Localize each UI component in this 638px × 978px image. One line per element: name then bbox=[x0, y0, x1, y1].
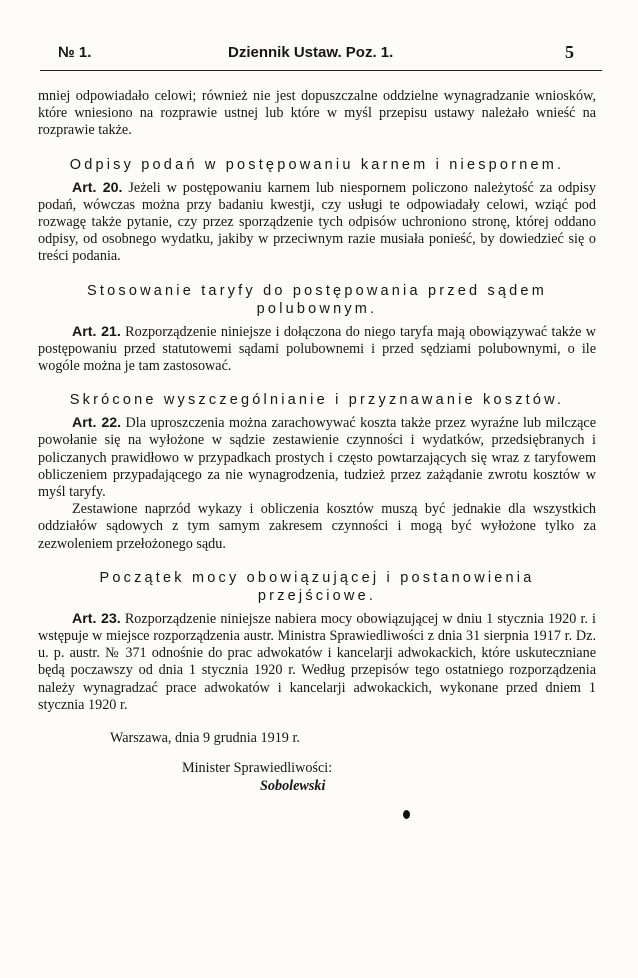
article-number: Art. 20. bbox=[72, 179, 123, 196]
place-and-date: Warszawa, dnia 9 grudnia 1919 r. bbox=[110, 730, 300, 747]
section-heading: Skrócone wyszczególnianie i przyznawanie kosztów. bbox=[69, 392, 565, 409]
article-paragraph bbox=[38, 180, 596, 266]
header-rule bbox=[40, 70, 602, 71]
article-number: Art. 21. bbox=[72, 323, 121, 340]
ink-blot bbox=[403, 810, 410, 819]
page-header bbox=[0, 36, 638, 66]
article-number: Art. 23. bbox=[72, 610, 121, 627]
article-paragraph bbox=[38, 415, 596, 501]
document-body bbox=[38, 88, 596, 795]
article-paragraph bbox=[38, 611, 596, 714]
article-text: Rozporządzenie niniejsze i dołączona do niego taryfa mają obowiązywać także w postępowaniu przed statutowemi sądami polubownemi i przed sędziami polubownymi, o ile wogóle można je tam zastosować. bbox=[38, 323, 596, 375]
article-paragraph-continued: Zestawione naprzód wykazy i obliczenia kosztów muszą być jednakie dla wszystkich oddziałów sądowych z tym samym zakresem czynności i mogą być wyłożone tylko za zezwoleniem przełożonego sądu. bbox=[38, 501, 596, 552]
article-text: Jeżeli w postępowaniu karnem lub niespornem policzono należytość za odpisy podań, wówczas można przy badaniu kwestji, czy usługi te odpowiadały celowi, wziąć pod rozwagę także pytanie, czy przez sporządzenie tych odpisów uchroniono stronę, której oddano odpisy, od osobnego wydatku, jakiby w przeciwnym razie musiała ponieść, by dowiedzieć się o treści podania. bbox=[38, 179, 596, 265]
page-number: 5 bbox=[565, 42, 574, 62]
signatory-name: Sobolewski bbox=[260, 778, 326, 795]
section-heading: Początek mocy obowiązującej i postanowienia przejściowe. bbox=[99, 569, 535, 604]
intro-paragraph: mniej odpowiadało celowi; również nie jest dopuszczalne oddzielne wynagradzanie wniosków, które wniesiono na rozprawie ustnej lub które w myśl przepisu ustawy należało wnieść na rozprawie także. bbox=[38, 88, 596, 139]
signatory-office: Minister Sprawiedliwości: bbox=[182, 760, 333, 777]
article-text: Dla uproszczenia można zarachowywać koszta także przez wyraźne lub milczące powołanie się na wyłożone w sądzie zestawienie czynności i wydatków, przedsiębranych i policzanych prawidłowo w przypadkach prostych i często powtarzających się wraz z taryfowem obliczeniem przypadającego za nie wynagrodzenia, tudzież przez zażądanie zwrotu kosztów w myśl taryfy. bbox=[38, 415, 597, 501]
article-paragraph bbox=[38, 324, 596, 376]
article-number: Art. 22. bbox=[72, 415, 122, 432]
section-heading: Stosowanie taryfy do postępowania przed sądem polubownym. bbox=[87, 282, 547, 317]
article-text: Rozporządzenie niniejsze nabiera mocy obowiązującej w dniu 1 stycznia 1920 r. i wstępuje w miejsce rozporządzenia austr. Ministra Sprawiedliwości z dnia 31 sierpnia 1917 r. Dz. u. p. austr. № 371 odnośnie do prac adwokatów i kancelarji adwokackich, które uskuteczniane będą poczawszy od dnia 1 stycznia 1920 r. Według przepisów tego ostatniego rozporządzenia należy wynagradzać prace adwokatów i kancelarji adwokackich, wykonane przed dniem 1 stycznia 1920 r. bbox=[38, 610, 597, 713]
section-heading: Odpisy podań w postępowaniu karnem i niespornem. bbox=[69, 156, 565, 173]
issue-number: № 1. bbox=[58, 44, 92, 61]
journal-title: Dziennik Ustaw. Poz. 1. bbox=[228, 44, 394, 61]
